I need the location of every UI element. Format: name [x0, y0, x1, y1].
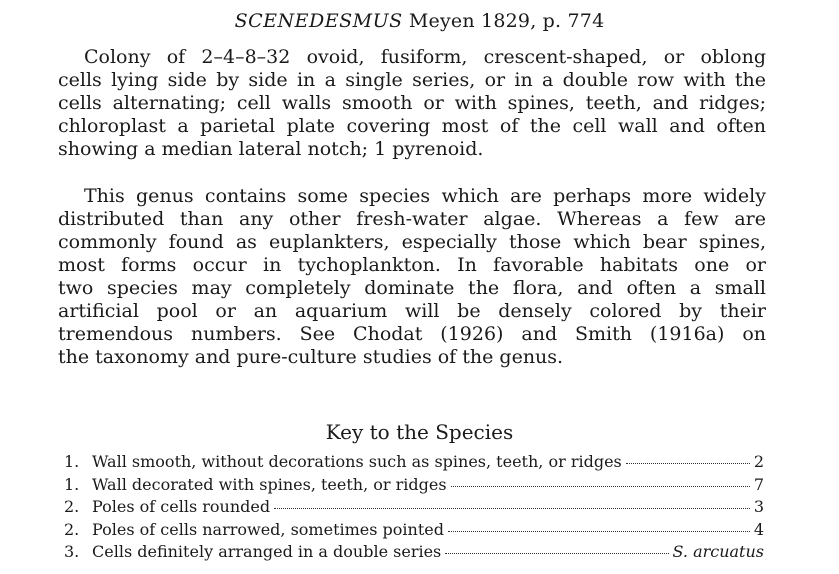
paragraph-line: cells lying side by side in a single series, or in a double row with the	[58, 69, 766, 91]
key-entry-lead: 4	[753, 519, 764, 539]
paragraph-line: showing a median lateral notch; 1 pyrenoid.	[58, 138, 484, 160]
paragraph-line: This genus contains some species which are perhaps more widely	[84, 185, 766, 207]
key-entry-number: 1.	[64, 452, 80, 471]
key-entry	[64, 475, 764, 498]
key-entry-number: 3.	[64, 542, 80, 561]
leader-dots	[445, 553, 668, 554]
paragraph-line: chloroplast a parietal plate covering most of the cell wall and often	[58, 115, 766, 137]
discussion-paragraph	[58, 185, 766, 369]
key-entry	[64, 452, 764, 475]
leader-dots	[274, 508, 750, 509]
key-entry	[64, 497, 764, 520]
leader-dots	[448, 531, 750, 532]
paragraph-line: distributed than any other fresh-water algae. Whereas a few are	[58, 208, 766, 230]
key-title: Key to the Species	[325, 420, 514, 444]
genus-name: SCENEDESMUS	[234, 10, 403, 32]
paragraph-line: Colony of 2–4–8–32 ovoid, fusiform, crescent-shaped, or oblong	[84, 46, 766, 68]
paragraph-line: artificial pool or an aquarium will be densely colored by their	[58, 300, 766, 322]
paragraph-line: two species may completely dominate the flora, and often a small	[58, 277, 766, 299]
species-key	[64, 452, 764, 565]
paragraph-line: most forms occur in tychoplankton. In favorable habitats one or	[58, 254, 766, 276]
paragraph-line: the taxonomy and pure-culture studies of the genus.	[58, 346, 564, 368]
paragraph-line: tremendous numbers. See Chodat (1926) and Smith (1916a) on	[58, 323, 766, 345]
key-entry-number: 2.	[64, 497, 80, 516]
leader-dots	[451, 486, 750, 487]
key-entry-lead: 3	[753, 497, 764, 516]
description-paragraph	[58, 46, 766, 161]
paragraph-line: commonly found as euplankters, especially those which bear spines,	[58, 231, 766, 253]
key-entry-number: 1.	[64, 474, 80, 494]
leader-dots	[626, 463, 750, 464]
genus-heading	[0, 10, 839, 32]
key-entry	[64, 520, 764, 543]
key-entry-number: 2.	[64, 519, 80, 539]
key-entry-text: Poles of cells rounded	[92, 497, 271, 516]
key-entry-text: Wall decorated with spines, teeth, or ridges	[92, 474, 447, 494]
key-entry	[64, 542, 764, 565]
key-entry-lead: 2	[753, 452, 764, 471]
key-entry-text: Poles of cells narrowed, sometimes pointed	[92, 519, 444, 539]
key-entry-lead: S. arcuatus	[672, 542, 764, 561]
key-entry-text: Cells definitely arranged in a double series	[92, 542, 442, 561]
genus-citation: Meyen 1829, p. 774	[408, 10, 605, 32]
paragraph-line: cells alternating; cell walls smooth or with spines, teeth, and ridges;	[58, 92, 766, 114]
key-entry-text: Wall smooth, without decorations such as spines, teeth, or ridges	[92, 452, 622, 471]
key-entry-lead: 7	[753, 474, 764, 494]
